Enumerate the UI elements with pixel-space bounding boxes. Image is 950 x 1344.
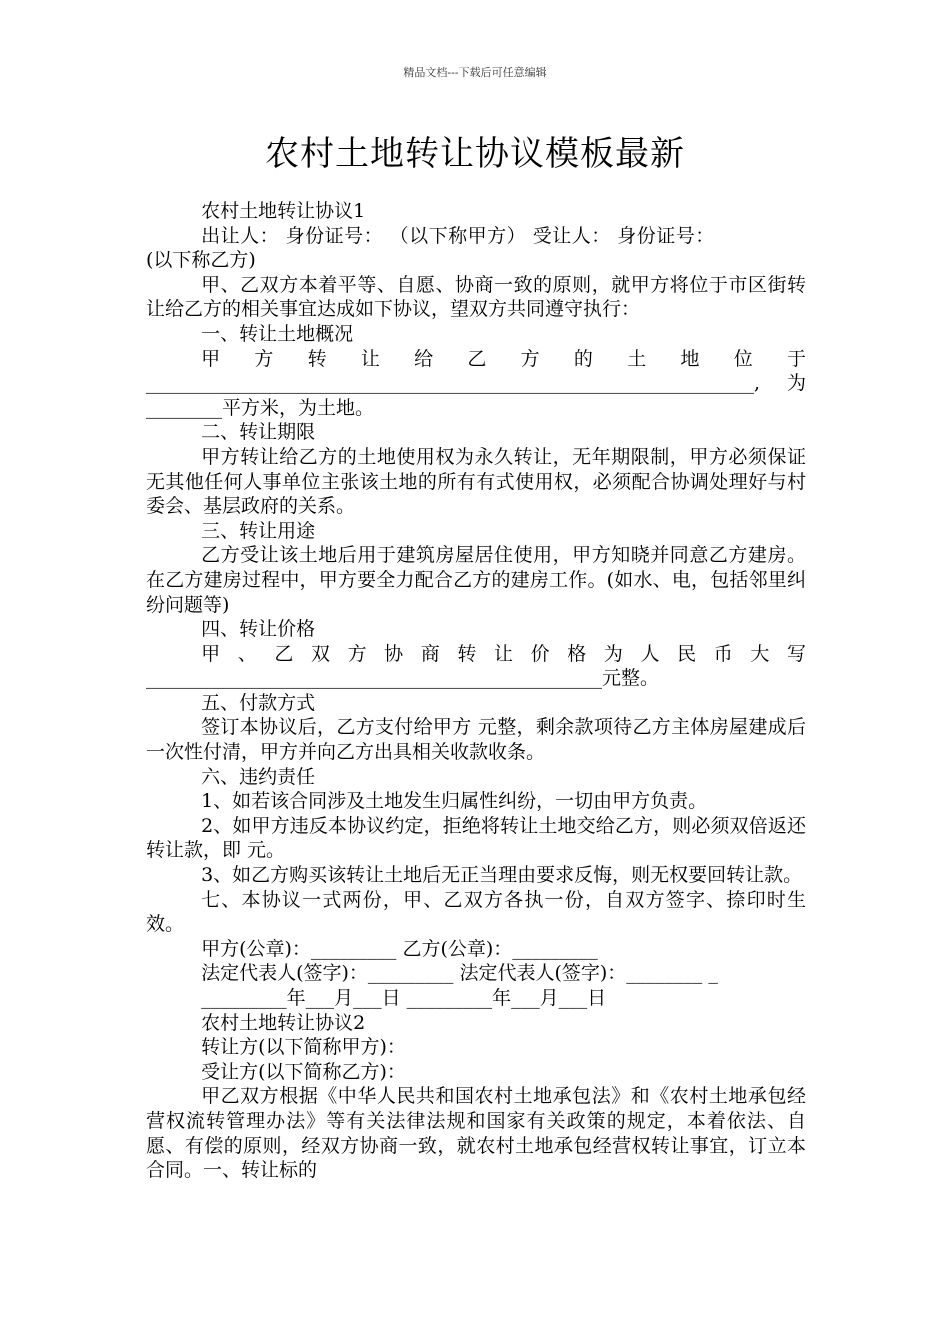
clause-heading-6: 六、违约责任: [201, 765, 316, 788]
header-watermark: 精品文档---下载后可任意编辑: [403, 66, 547, 79]
clause-heading-4: 四、转让价格: [201, 618, 316, 641]
signature-line: 法定代表人(签字)：_________ 法定代表人(签字)：________ _: [201, 962, 718, 985]
clause-2-body: 甲方转让给乙方的土地使用权为永久转让，无年期限制，甲方必须保证无其他任何人事单位主张该土地的所有有式使用权，必须配合协调处理好与村委会、基层政府的关系。: [146, 445, 806, 518]
clause-heading-3: 三、转让用途: [201, 519, 316, 542]
clause-4-body: 甲、乙双方协商转让价格为人民币大写________________________________________________元整。: [146, 642, 806, 690]
date-line: _________年___月___日 _________年___月___日: [201, 987, 607, 1009]
clause-6-item-2: 2、如甲方违反本协议约定，拒绝将转让土地交给乙方，则必须双倍返还转让款，即 元。: [146, 814, 806, 862]
preamble-paragraph: 甲、乙双方本着平等、自愿、协商一致的原则，就甲方将位于市区街转让给乙方的相关事宜达成如下协议，望双方共同遵守执行：: [146, 273, 806, 321]
transferee-line: 受让方(以下简称乙方)：: [201, 1060, 406, 1083]
clause-3-body: 乙方受让该土地后用于建筑房屋居住使用，甲方知晓并同意乙方建房。在乙方建房过程中，甲方要全力配合乙方的建房工作。(如水、电，包括邻里纠纷问题等): [146, 544, 806, 616]
transferor-line: 转让方(以下简称甲方)：: [201, 1036, 406, 1059]
clause-heading-2: 二、转让期限: [201, 421, 316, 444]
parties-line-continued: (以下称乙方): [146, 249, 256, 272]
document-title: 农村土地转让协议模板最新: [265, 134, 685, 174]
clause-5-body: 签订本协议后，乙方支付给甲方 元整，剩余款项待乙方主体房屋建成后一次性付清，甲方并向乙方出具相关收款收条。: [146, 716, 806, 764]
clause-6-item-1: 1、如若该合同涉及土地发生归属性纠纷，一切由甲方负责。: [201, 790, 708, 813]
clause-heading-5: 五、付款方式: [201, 691, 316, 714]
clause-7: 七、本协议一式两份，甲、乙双方各执一份，自双方签字、捺印时生效。: [146, 888, 806, 936]
agreement-2-preamble: 甲乙双方根据《中华人民共和国农村土地承包法》和《农村土地承包经营权流转管理办法》等有关法律法规和国家有关政策的规定，本着依法、自愿、有偿的原则，经双方协商一致，就农村土地承包经营权转让事宜，订立本合同。一、转让标的: [146, 1085, 806, 1182]
clause-6-item-3: 3、如乙方购买该转让土地后无正当理由要求反悔，则无权要回转让款。: [201, 864, 803, 887]
parties-line: 出让人： 身份证号： （以下称甲方） 受让人： 身份证号：: [201, 224, 715, 247]
seal-line: 甲方(公章)：_________ 乙方(公章)：_________: [201, 937, 598, 960]
section-heading-agreement-1: 农村土地转让协议1: [201, 200, 366, 222]
document-body: [146, 199, 806, 1183]
clause-1-body: 甲方转让给乙方的土地位于________________________________________________________________,为________平方米，为土地。: [146, 347, 806, 419]
section-heading-agreement-2: 农村土地转让协议2: [201, 1011, 366, 1034]
clause-heading-1: 一、转让土地概况: [201, 322, 354, 345]
